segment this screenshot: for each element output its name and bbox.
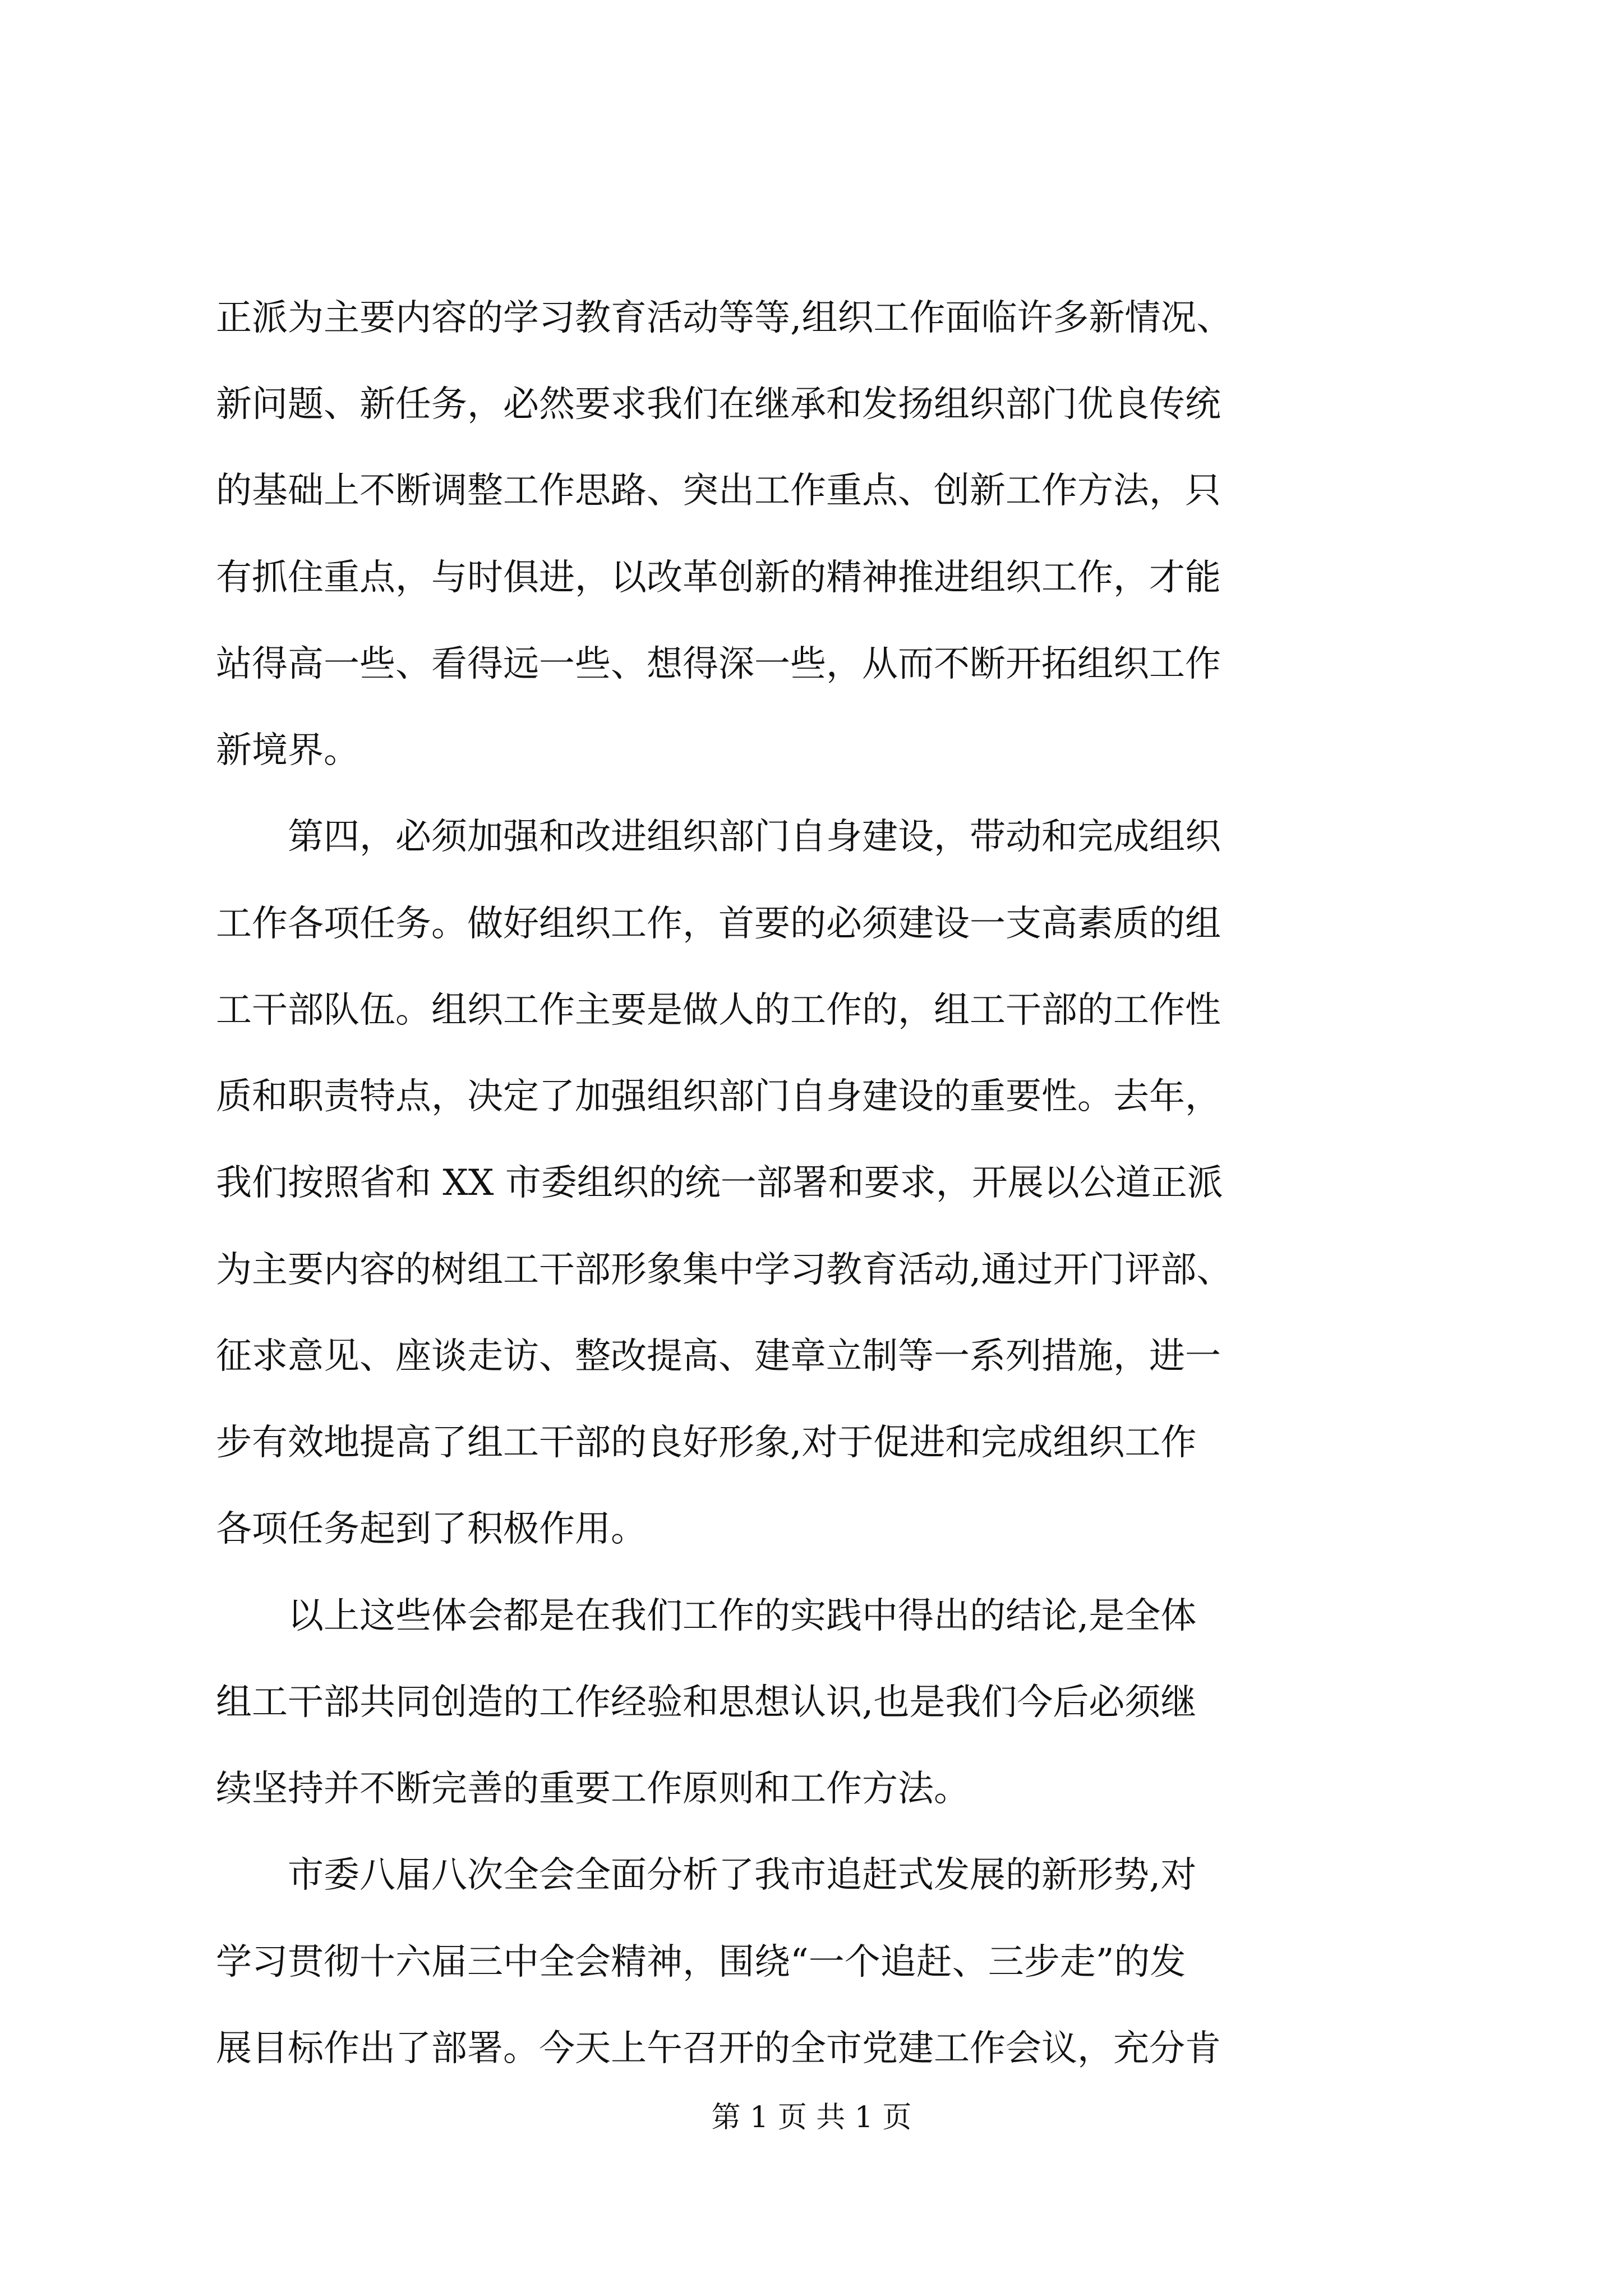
text-line: 以上这些体会都是在我们工作的实践中得出的结论,是全体: [216, 1595, 1197, 1637]
text-line: 站得高一些、看得远一些、想得深一些，从而不断开拓组织工作: [216, 643, 1221, 685]
text-line: 续坚持并不断完善的重要工作原则和工作方法。: [216, 1768, 970, 1810]
text-line: 学习贯彻十六届三中全会精神，围绕“一个追赶、三步走”的发: [216, 1941, 1186, 1983]
text-line: 我们按照省和 XX 市委组织的统一部署和要求，开展以公道正派: [216, 1162, 1223, 1204]
text-line: 质和职责特点，决定了加强组织部门自身建设的重要性。去年，: [216, 1076, 1221, 1117]
text-line: 工干部队伍。组织工作主要是做人的工作的，组工干部的工作性: [216, 990, 1221, 1031]
text-line: 各项任务起到了积极作用。: [216, 1508, 647, 1550]
text-line: 为主要内容的树组工干部形象集中学习教育活动,通过开门评部、: [216, 1249, 1233, 1291]
text-line: 第四，必须加强和改进组织部门自身建设，带动和完成组织: [216, 816, 1221, 858]
text-line: 市委八届八次全会全面分析了我市追赶式发展的新形势,对: [216, 1855, 1197, 1896]
text-line: 征求意见、座谈走访、整改提高、建章立制等一系列措施，进一: [216, 1336, 1221, 1377]
text-line: 正派为主要内容的学习教育活动等等,组织工作面临许多新情况、: [216, 297, 1233, 339]
text-line: 展目标作出了部署。今天上午召开的全市党建工作会议，充分肯: [216, 2028, 1221, 2069]
text-line: 的基础上不断调整工作思路、突出工作重点、创新工作方法，只: [216, 470, 1221, 512]
text-line: 有抓住重点，与时俱进，以改革创新的精神推进组织工作，才能: [216, 557, 1221, 599]
text-line: 工作各项任务。做好组织工作，首要的必须建设一支高素质的组: [216, 903, 1221, 945]
text-line: 新问题、新任务，必然要求我们在继承和发扬组织部门优良传统: [216, 384, 1221, 425]
text-line: 步有效地提高了组工干部的良好形象,对于促进和完成组织工作: [216, 1422, 1197, 1464]
page-footer: 第 1 页 共 1 页: [711, 2101, 912, 2134]
text-line: 新境界。: [216, 730, 359, 771]
text-line: 组工干部共同创造的工作经验和思想认识,也是我们今后必须继: [216, 1682, 1197, 1723]
